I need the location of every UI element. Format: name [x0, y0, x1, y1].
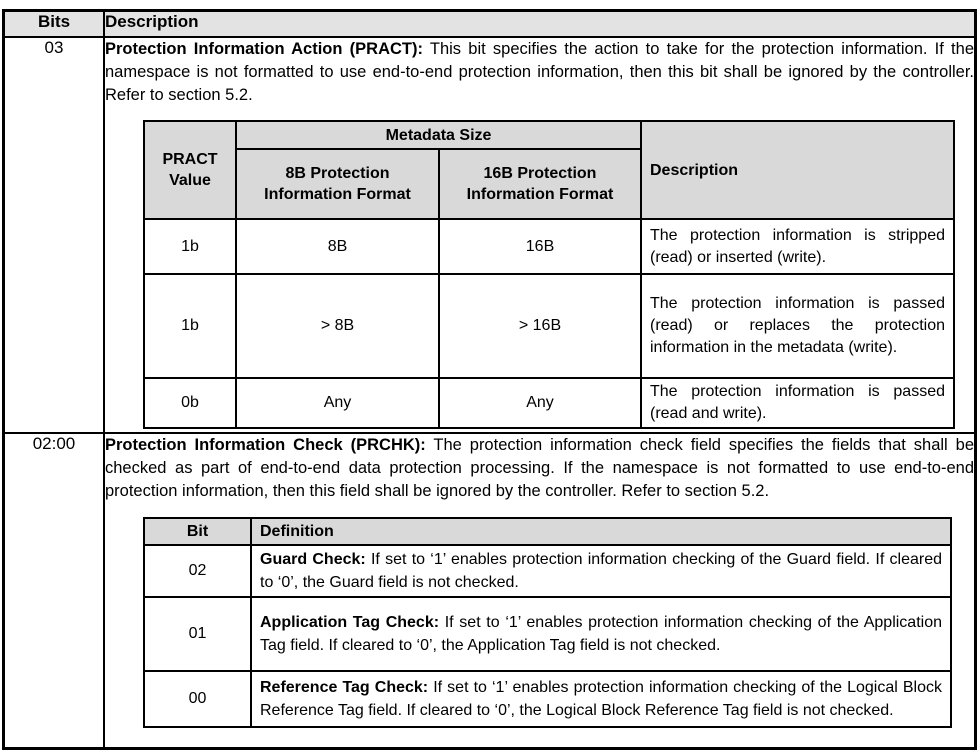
prchk-paragraph — [105, 434, 974, 503]
bit-definition — [251, 671, 951, 727]
bit-number: 01 — [144, 597, 251, 671]
guard-check-text: If set to ‘1’ enables protection information checking of the Guard field. If cleared to ‘0’, the Guard field is not checked. — [260, 551, 942, 591]
prchk-term: Protection Information Check (PRCHK): — [105, 436, 426, 454]
bits-value-03: 03 — [4, 37, 105, 433]
table-header-row — [4, 11, 976, 38]
pract-row-1 — [144, 219, 954, 274]
description-cell-prchk — [104, 433, 976, 749]
pract-row-description: The protection information is stripped (read) or inserted (write). — [641, 219, 954, 274]
pract-row-description: The protection information is passed (read and write). — [641, 378, 954, 428]
format-16b-header: 16B Protection Information Format — [439, 149, 641, 219]
guard-check-term: Guard Check: — [260, 551, 366, 568]
pract-value: 0b — [144, 378, 236, 428]
description-column-header: Description — [104, 11, 976, 38]
pract-row-description: The protection information is passed (read) or replaces the protection information in the metadata (write). — [641, 274, 954, 378]
prchk-row-guard — [144, 545, 951, 597]
prchk-row-apptag — [144, 597, 951, 671]
bit-number: 02 — [144, 545, 251, 597]
prchk-table-header-row — [144, 518, 951, 545]
table-row-bits-02-00 — [4, 433, 976, 749]
size-16b-value: 16B — [439, 219, 641, 274]
pract-paragraph — [105, 38, 974, 107]
size-16b-value: > 16B — [439, 274, 641, 378]
pract-value: 1b — [144, 274, 236, 378]
table-row-bit-03 — [4, 37, 976, 433]
prchk-definition-text: The protection information check field specifies the fields that shall be checked as part of end-to-end data protection processing. If the namespace is not formatted to use end-to-end protection information, then this field shall be ignored by the controller. Refer to section 5.2. — [105, 436, 974, 500]
bit-definition — [251, 545, 951, 597]
bits-column-header: Bits — [4, 11, 105, 38]
pract-value-table — [143, 120, 955, 429]
definition-header: Definition — [251, 518, 951, 545]
pract-table-header-row-1 — [144, 121, 954, 149]
pract-value-header: PRACT Value — [144, 121, 236, 219]
bits-description-table — [2, 9, 977, 750]
application-tag-check-term: Application Tag Check: — [260, 614, 440, 631]
metadata-size-header: Metadata Size — [236, 121, 641, 149]
pract-row-3 — [144, 378, 954, 428]
bit-header: Bit — [144, 518, 251, 545]
size-8b-value: 8B — [236, 219, 439, 274]
pract-row-2 — [144, 274, 954, 378]
reference-tag-check-term: Reference Tag Check: — [260, 679, 429, 696]
bit-definition — [251, 597, 951, 671]
size-8b-value: > 8B — [236, 274, 439, 378]
bits-value-02-00: 02:00 — [4, 433, 105, 749]
pract-term: Protection Information Action (PRACT): — [105, 40, 423, 58]
prchk-bit-table — [143, 517, 952, 728]
reference-tag-check-text: If set to ‘1’ enables protection information checking of the Logical Block Reference Tag field. If cleared to ‘0’, the Logical Block Reference Tag field is not checked. — [260, 679, 943, 719]
bit-number: 00 — [144, 671, 251, 727]
format-8b-header: 8B Protection Information Format — [236, 149, 439, 219]
size-16b-value: Any — [439, 378, 641, 428]
pract-description-header: Description — [641, 121, 954, 219]
pract-definition-text: This bit specifies the action to take for the protection information. If the namespace is not formatted to use end-to-end protection information, then this bit shall be ignored by the controller. Refer to section 5.2. — [105, 40, 974, 104]
prchk-row-reftag — [144, 671, 951, 727]
pract-value: 1b — [144, 219, 236, 274]
description-cell-pract — [104, 37, 976, 433]
size-8b-value: Any — [236, 378, 439, 428]
application-tag-check-text: If set to ‘1’ enables protection information checking of the Application Tag field. If cleared to ‘0’, the Application Tag field is not checked. — [260, 614, 942, 654]
